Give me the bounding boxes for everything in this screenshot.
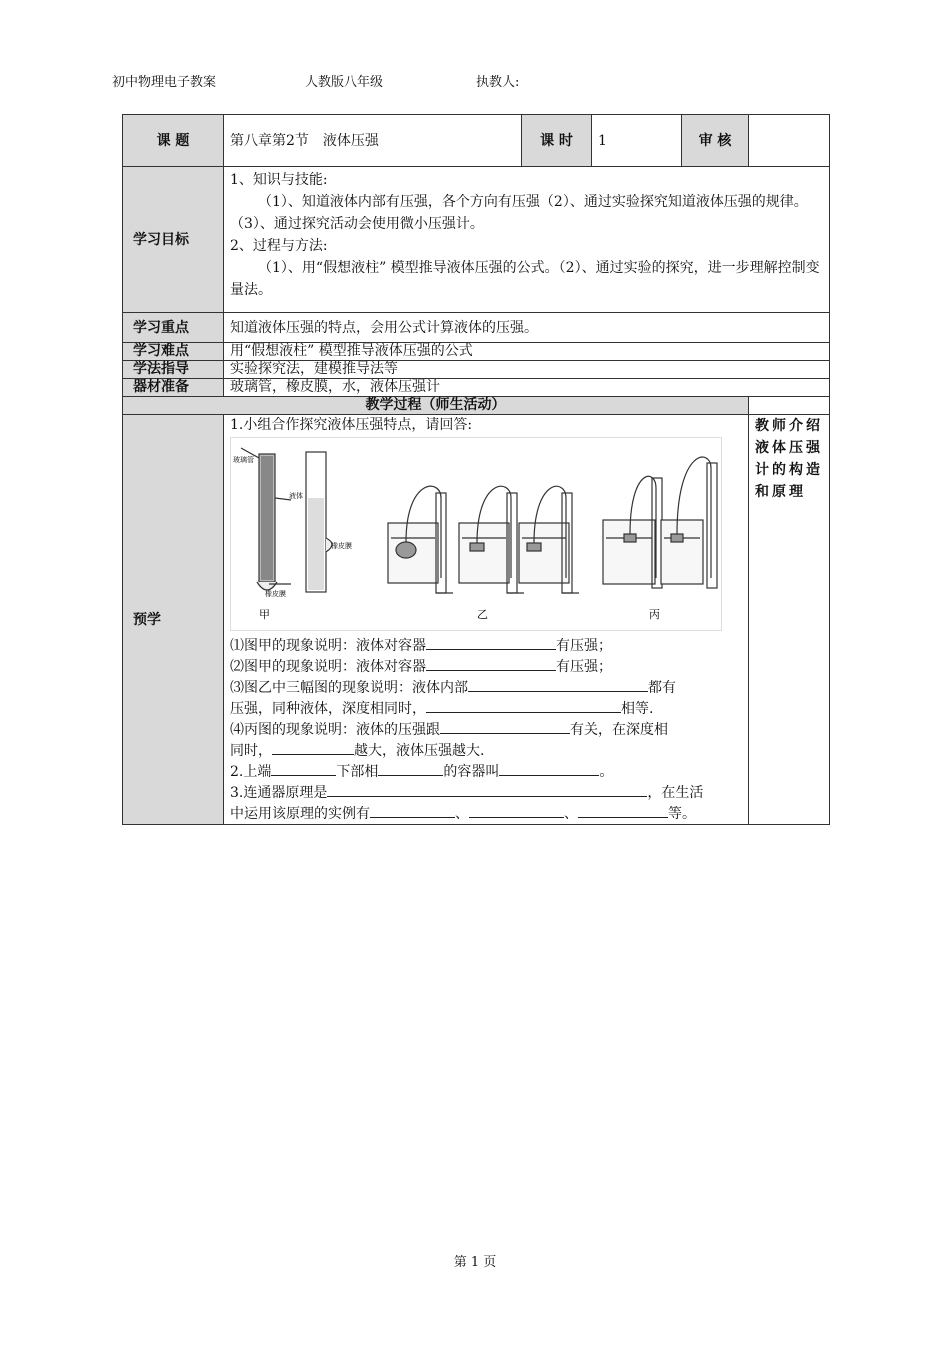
review-label: 审 核: [682, 115, 749, 167]
header-edition: 人教版八年级: [305, 75, 384, 90]
objectives-line3: 2、过程与方法:: [230, 238, 328, 254]
experiment-illustration: [231, 438, 721, 630]
liquid-pressure-figure: [230, 437, 722, 631]
objectives-label: 学习目标: [123, 167, 224, 313]
figure-label-jia: 甲: [259, 608, 270, 621]
preview-label: 预学: [123, 415, 224, 825]
page-footer: 第 1 页: [453, 1255, 497, 1270]
difficulty-label: 学习难点: [123, 343, 224, 361]
preview-intro: 1.小组合作探究液体压强特点，请回答:: [230, 417, 473, 433]
topic-label: 课 题: [123, 115, 224, 167]
figure-label-bing: 丙: [649, 608, 660, 621]
equipment-value: 玻璃管，橡皮膜，水，液体压强计: [224, 379, 830, 397]
question-4: ⑷丙图的现象说明：液体的压强跟 有关，在深度相 同时， 越大，液体压强越大.: [230, 719, 742, 761]
blank-4[interactable]: [426, 698, 621, 713]
blank-12[interactable]: [469, 803, 564, 818]
focus-label: 学习重点: [123, 313, 224, 343]
blank-8[interactable]: [378, 761, 443, 776]
figure-label-bottom-film: 橡皮膜: [265, 590, 286, 598]
question-5: 2.上端 下部相 的容器叫 。: [230, 761, 742, 782]
process-title-empty: [749, 397, 830, 415]
blank-13[interactable]: [578, 803, 668, 818]
blank-5[interactable]: [440, 719, 570, 734]
header-teacher: 执教人:: [476, 75, 520, 90]
blank-2[interactable]: [426, 656, 556, 671]
blank-6[interactable]: [272, 740, 354, 755]
figure-label-yi: 乙: [477, 608, 488, 621]
method-label: 学法指导: [123, 361, 224, 379]
header-course: 初中物理电子教案: [112, 75, 217, 90]
blank-10[interactable]: [327, 782, 647, 797]
preview-content: [224, 415, 749, 825]
objectives-line1: 1、知识与技能:: [230, 172, 328, 188]
question-2: ⑵图甲的现象说明：液体对容器 有压强；: [230, 656, 742, 677]
blank-1[interactable]: [426, 635, 556, 650]
figure-label-film: 橡皮膜: [331, 542, 352, 550]
blank-9[interactable]: [499, 761, 599, 776]
figure-label-tube: 玻璃管: [233, 456, 254, 464]
equipment-label: 器材准备: [123, 379, 224, 397]
teacher-note: 教师介绍液体压强计的构造和原理: [749, 415, 830, 825]
blank-11[interactable]: [370, 803, 455, 818]
question-3: ⑶图乙中三幅图的现象说明：液体内部 都有 压强，同种液体，深度相同时， 相等.: [230, 677, 742, 719]
question-1: ⑴图甲的现象说明：液体对容器 有压强；: [230, 635, 742, 656]
objectives-line4: （1）、用“假想液柱” 模型推导液体压强的公式。（2）、通过实验的探究，进一步理解控制变量法。: [230, 260, 820, 298]
blank-3[interactable]: [468, 677, 648, 692]
objectives-content: [224, 167, 830, 313]
focus-value: 知道液体压强的特点，会用公式计算液体的压强。: [224, 313, 830, 343]
question-6: 3.连通器原理是 ，在生活 中运用该原理的实例有 、 、 等。: [230, 782, 742, 824]
review-value: [749, 115, 830, 167]
method-value: 实验探究法，建模推导法等: [224, 361, 830, 379]
process-title: 教学过程（师生活动）: [123, 397, 749, 415]
blank-7[interactable]: [271, 761, 336, 776]
period-value: 1: [592, 115, 682, 167]
difficulty-value: 用“假想液柱” 模型推导液体压强的公式: [224, 343, 830, 361]
topic-value: 第八章第2节 液体压强: [224, 115, 522, 167]
lesson-plan-table: [122, 114, 830, 825]
period-label: 课 时: [522, 115, 592, 167]
figure-label-water: 液体: [289, 492, 303, 500]
objectives-line2: （1）、知道液体内部有压强，各个方向有压强（2）、通过实验探究知道液体压强的规律。（3）、通过探究活动会使用微小压强计。: [230, 194, 808, 232]
